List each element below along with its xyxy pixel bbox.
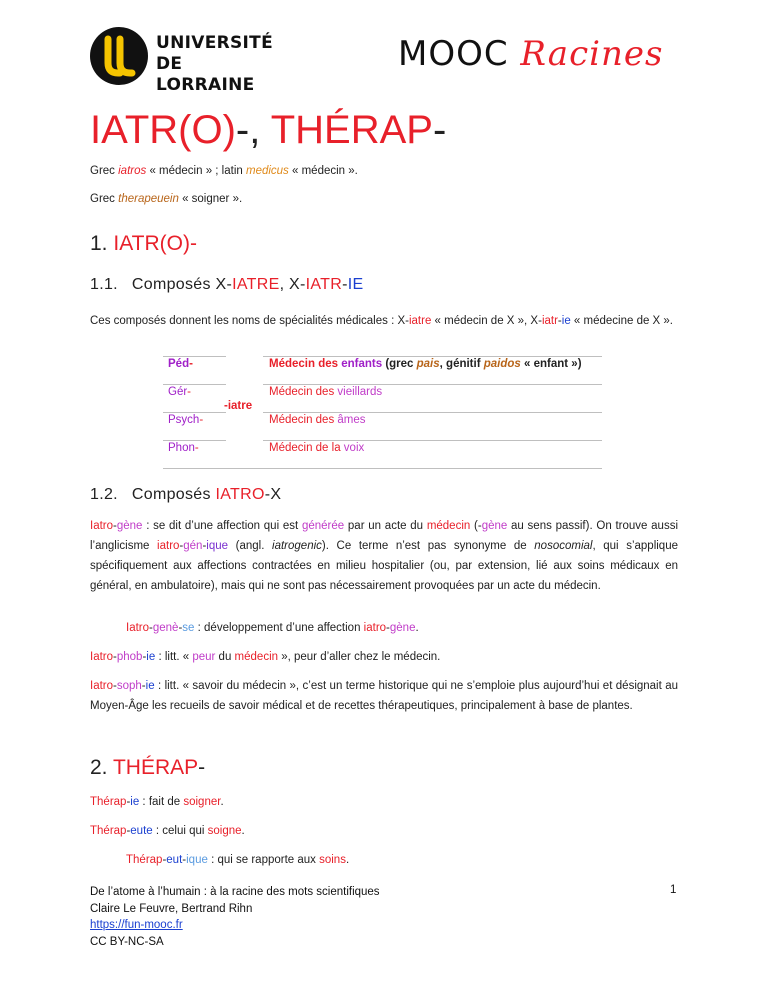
page-title: [90, 108, 446, 153]
paragraph-iatrosophie: Iatro-soph-ie : litt. « savoir du médecin », c’est un terme historique qui ne s’emploie plus aujourd’hui et désignait au Moyen-Âge les recueils de savoir médical et de recettes thérapeutiques, principalement à base de plantes.: [90, 680, 678, 712]
latin-word: medicus: [245, 165, 289, 177]
subsection-1-1-description: Ces composés donnent les noms de spécialités médicales : X-iatre « médecin de X », X-iatr-ie « médecine de X ».: [90, 315, 674, 327]
title-separator-1: -,: [235, 108, 271, 152]
title-part-1: IATR(O): [90, 108, 236, 152]
subsection-1-2-heading: 1.2. Composés IATRO-X: [90, 486, 282, 503]
logo-emblem-icon: [90, 27, 148, 85]
university-logo: [90, 27, 273, 95]
logo-line-1: UNIVERSITÉ: [156, 33, 273, 53]
footer-course-title: De l’atome à l’humain : à la racine des mots scientifiques: [90, 886, 380, 898]
paragraph-iatrophobie: Iatro-phob-ie : litt. « peur du médecin », peur d’aller chez le médecin.: [90, 651, 441, 663]
title-separator-2: -: [432, 108, 447, 152]
paragraph-therapeute: Thérap-eute : celui qui soigne.: [90, 825, 245, 837]
footer: [90, 884, 380, 950]
subsection-1-1-heading: 1.1. Composés X-IATRE, X-IATR-IE: [90, 276, 364, 293]
paragraph-iatrogene: Iatro-gène : se dit d’une affection qui est générée par un acte du médecin (-gène au sens passif). On trouve aussi l’anglicisme iatro-gén-ique (angl. iatrogenic). Ce terme n’est pas synonyme de nosocomial, qui s’applique spécifiquement aux affections contractées en milieu hospitalier (ou, par extension, lié aux soins médicaux en général, en ambulatoire), mais qui ne sont pas nécessairement provoquées par un acte du médecin.: [90, 520, 679, 592]
footer-license: CC BY-NC-SA: [90, 935, 164, 948]
mooc-word: MOOC: [398, 34, 509, 74]
table-suffix: -iatre: [224, 400, 253, 412]
paragraph-therapie: Thérap-ie : fait de soigner.: [90, 796, 224, 808]
footer-authors: Claire Le Feuvre, Bertrand Rihn: [90, 902, 253, 915]
logo-text: [156, 33, 273, 96]
iatre-table: Péd- Médecin des enfants (grec pais, génitif paidos « enfant ») Gér- Médecin des vieillards Psych- Médecin des âmes Phon- Médecin de la voix -iatre: [163, 356, 602, 469]
mooc-title: [398, 34, 663, 74]
section-2-heading: 2. THÉRAP-: [90, 756, 206, 779]
logo-line-2: DE LORRAINE: [156, 54, 255, 95]
mooc-name: Racines: [520, 34, 664, 74]
paragraph-therapeutique: Thérap-eut-ique : qui se rapporte aux soins.: [126, 854, 350, 866]
section-1-heading: 1. IATR(O)-: [90, 232, 197, 255]
intro-line-2: Grec therapeuein « soigner ».: [90, 193, 243, 205]
footer-link[interactable]: https://fun-mooc.fr: [90, 919, 183, 931]
title-part-2: THÉRAP: [270, 108, 433, 152]
greek-word: iatros: [118, 165, 147, 177]
paragraph-iatrogenese: Iatro-genè-se : développement d’une affection iatro-gène.: [126, 622, 419, 634]
page-number: 1: [670, 884, 677, 896]
greek-word: therapeuein: [118, 193, 179, 205]
intro-line-1: Grec iatros « médecin » ; latin medicus « médecin ».: [90, 165, 358, 177]
